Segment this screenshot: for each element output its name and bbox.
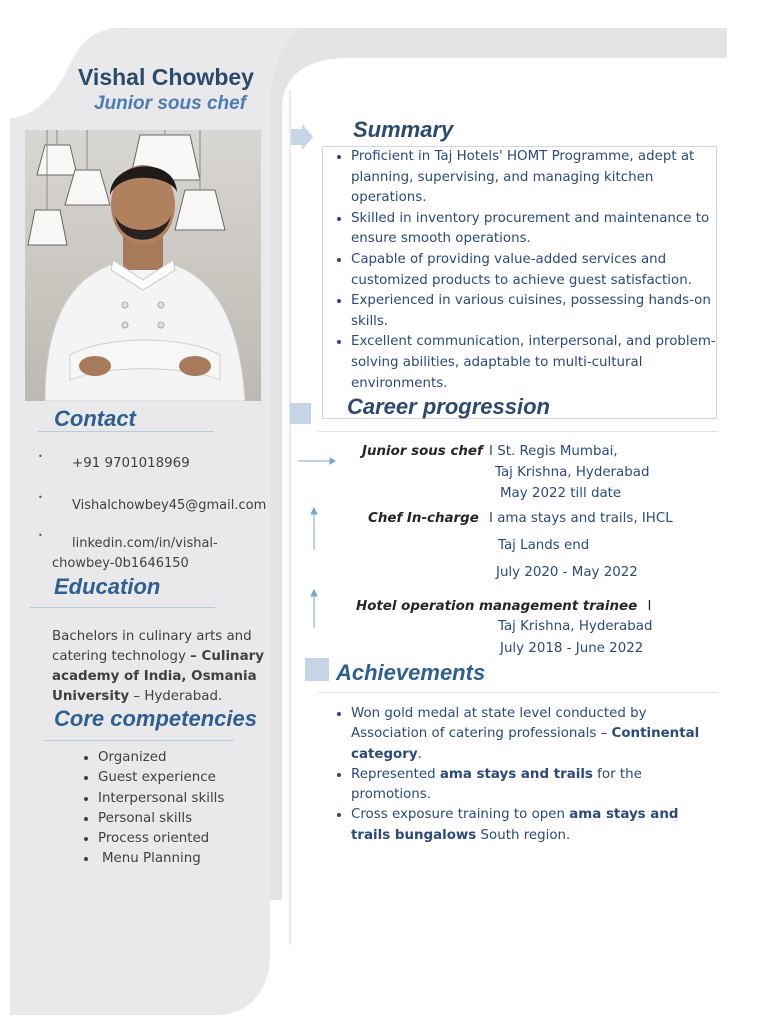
achievements-divider — [318, 692, 718, 693]
career-entry-line: July 2018 - June 2022 — [500, 641, 644, 656]
list-item: • Organized — [98, 748, 224, 768]
achievement-text: for the promotions. — [351, 766, 642, 803]
list-item: • Excellent communication, interpersonal, and problem-solving abilities, adaptable to multi-cultural environments. — [351, 332, 733, 394]
list-item: • Skilled in inventory procurement and maintenance to ensure smooth operations. — [351, 209, 733, 250]
education-line — [52, 647, 267, 667]
career-role: Hotel operation management trainee — [356, 599, 638, 614]
achievement-text: South region. — [476, 827, 571, 843]
profile-photo — [25, 130, 261, 401]
career-square-icon — [290, 403, 311, 424]
contact-divider — [38, 431, 214, 432]
list-item: • Proficient in Taj Hotels' HOMT Programme, adept at planning, supervising, and managing kitchen operations. — [351, 147, 733, 209]
bullet-icon: • — [38, 493, 43, 502]
core-competencies-heading: Core competencies — [54, 706, 257, 731]
competencies-list — [58, 748, 224, 870]
achievements-square-icon — [305, 658, 329, 681]
candidate-name: Vishal Chowbey — [78, 64, 254, 90]
contact-phone[interactable]: +91 9701018969 — [72, 456, 190, 471]
career-entry-line: July 2020 - May 2022 — [496, 565, 638, 580]
achievement-text: . — [417, 746, 422, 762]
contact-linkedin-line2[interactable]: chowbey-0b1646150 — [52, 556, 189, 571]
list-item — [351, 805, 721, 846]
contact-email[interactable]: Vishalchowbey45@gmail.com — [72, 498, 267, 513]
bullet-icon: • — [38, 452, 43, 461]
career-divider — [318, 431, 718, 432]
education-divider — [30, 607, 215, 608]
list-item: • Process oriented — [98, 829, 224, 849]
list-item: • Guest experience — [98, 768, 224, 788]
contact-heading: Contact — [54, 406, 136, 431]
list-item: • Interpersonal skills — [98, 789, 224, 809]
career-entry-line: I St. Regis Mumbai, — [489, 444, 618, 459]
competencies-divider — [44, 740, 234, 741]
career-entry-line: May 2022 till date — [500, 486, 622, 501]
education-fragment: catering technology — [52, 649, 191, 664]
achievement-text-bold: Continental category — [351, 726, 700, 762]
career-entry-line: Taj Krishna, Hyderabad — [495, 465, 650, 480]
list-item — [351, 765, 721, 806]
career-entry-line: Taj Lands end — [498, 538, 590, 553]
summary-list — [330, 147, 733, 394]
career-heading: Career progression — [347, 394, 550, 419]
summary-heading: Summary — [353, 117, 454, 142]
list-item — [351, 704, 721, 765]
achievement-text: Represented — [351, 766, 440, 782]
achievements-list — [331, 704, 721, 846]
bullet-icon: • — [38, 531, 43, 540]
career-entry-role — [368, 511, 479, 526]
achievement-text-bold: ama stays and trails bungalows — [351, 807, 679, 843]
achievement-text: Cross exposure training to open — [351, 807, 570, 823]
career-entry-line: Taj Krishna, Hyderabad — [498, 619, 653, 634]
career-role: Junior sous chef — [362, 444, 483, 459]
career-entry-role — [356, 599, 651, 614]
career-entry-role — [362, 444, 483, 459]
education-fragment-bold: – Culinary — [190, 649, 264, 664]
achievement-text: Won gold medal at state level conducted by Association of catering professionals – — [351, 706, 647, 742]
education-text — [52, 627, 267, 707]
list-item: • Menu Planning — [98, 849, 224, 869]
list-item: • Experienced in various cuisines, possessing hands-on skills. — [351, 291, 733, 332]
education-fragment-bold: University — [52, 689, 130, 704]
list-item: • Capable of providing value-added services and customized products to achieve guest satisfaction. — [351, 250, 733, 291]
candidate-title: Junior sous chef — [94, 93, 247, 114]
career-separator: I — [647, 599, 652, 614]
education-heading: Education — [54, 574, 161, 599]
list-item: • Personal skills — [98, 809, 224, 829]
contact-linkedin-line1[interactable]: linkedin.com/in/vishal- — [72, 536, 218, 551]
achievement-text-bold: ama stays and trails — [439, 766, 593, 782]
education-line — [52, 667, 267, 687]
education-fragment-bold: academy of India, Osmania — [52, 669, 257, 684]
education-line — [52, 687, 267, 707]
education-line: Bachelors in culinary arts and — [52, 629, 252, 644]
career-role: Chef In-charge — [368, 511, 479, 526]
career-entry-line: I ama stays and trails, IHCL — [489, 511, 673, 526]
education-fragment: – Hyderabad. — [129, 689, 223, 704]
achievements-heading: Achievements — [336, 660, 486, 685]
